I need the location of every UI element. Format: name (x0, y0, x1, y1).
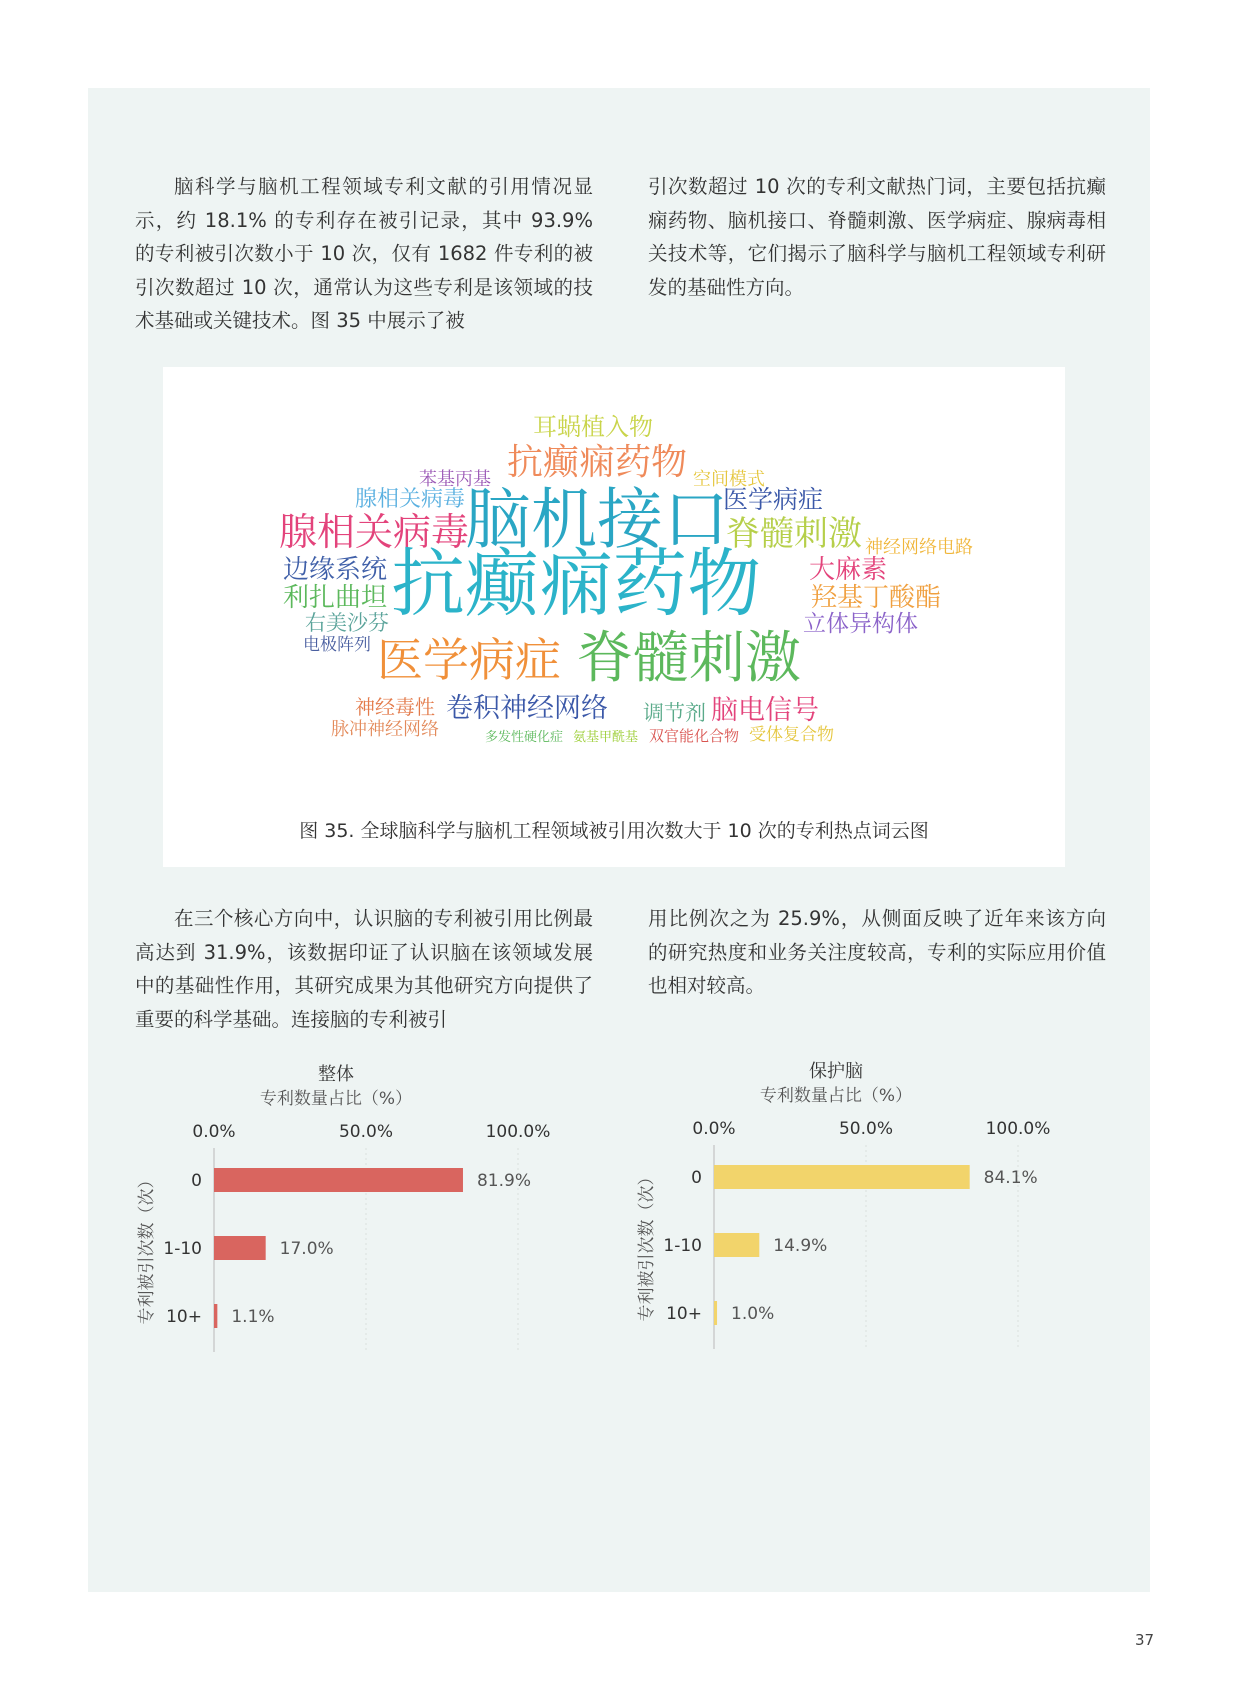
bar-value-label: 1.1% (231, 1307, 275, 1327)
paragraph-1-left: 脑科学与脑机工程领域专利文献的引用情况显示，约 18.1% 的专利存在被引记录，其中 93.9% 的专利被引次数小于 10 次，仅有 1682 件专利的被引次数超过 10 次，通常认为这些专利是该领域的技术基础或关键技术。图 35 中展示了被 (135, 175, 593, 332)
cloud-word: 脑机接口 (465, 481, 729, 558)
cloud-word: 多发性硬化症 (485, 730, 564, 745)
bars (663, 1165, 1037, 1325)
bar-value-label: 17.0% (279, 1239, 334, 1259)
bar-value-label: 1.0% (731, 1304, 775, 1324)
y-tick-label: 0 (191, 1171, 202, 1191)
paragraph-2-right: 用比例次之为 25.9%，从侧面反映了近年来该方向的研究热度和业务关注度较高，专利的实际应用价值也相对较高。 (648, 907, 1106, 997)
x-axis-label: 专利数量占比（%） (259, 1089, 413, 1109)
chart-title: 保护脑 (809, 1061, 863, 1082)
bar-value-label: 14.9% (773, 1236, 828, 1256)
wordcloud-figure (163, 367, 1065, 867)
cloud-word: 受体复合物 (749, 725, 834, 745)
cloud-word: 卷积神经网络 (446, 693, 608, 724)
x-axis-label: 专利数量占比（%） (759, 1086, 913, 1106)
cloud-word: 右美沙芬 (305, 611, 389, 635)
chart-title: 整体 (318, 1064, 354, 1085)
cloud-word: 神经网络电路 (865, 537, 973, 558)
y-tick-label: 10+ (666, 1304, 702, 1324)
cloud-word: 脊髓刺激 (726, 514, 862, 554)
cloud-word: 羟基丁酸酯 (811, 583, 942, 613)
y-tick-label: 1-10 (163, 1239, 202, 1259)
cloud-word: 脑电信号 (711, 695, 819, 726)
y-tick-label: 1-10 (663, 1236, 702, 1256)
cloud-word: 氨基甲酰基 (573, 730, 639, 745)
page-number: 37 (1135, 1631, 1155, 1649)
y-axis-label: 专利被引次数（次） (137, 1171, 157, 1325)
cloud-word: 医学病症 (377, 633, 561, 687)
bar-chart-overall (130, 1062, 600, 1362)
x-tick-label: 50.0% (838, 1119, 894, 1139)
x-tick-label: 0.0% (692, 1119, 736, 1139)
y-tick-label: 10+ (166, 1307, 202, 1327)
wordcloud (163, 367, 1065, 787)
y-axis-label: 专利被引次数（次） (637, 1168, 657, 1322)
x-tick-label: 100.0% (985, 1119, 1051, 1139)
cloud-word: 脊髓刺激 (577, 626, 801, 691)
cloud-word: 电极阵列 (303, 635, 371, 655)
cloud-word: 大麻素 (809, 555, 888, 585)
cloud-word: 腺相关病毒 (355, 487, 466, 512)
x-tick-label: 100.0% (485, 1122, 551, 1142)
bar (214, 1168, 463, 1192)
cloud-word: 利扎曲坦 (283, 583, 388, 613)
cloud-word: 抗癫痫药物 (391, 541, 761, 627)
cloud-word: 苯基丙基 (419, 469, 491, 490)
cloud-word: 空间模式 (693, 469, 765, 490)
figure-caption: 图 35. 全球脑科学与脑机工程领域被引用次数大于 10 次的专利热点词云图 (299, 820, 929, 842)
cloud-word: 调节剂 (643, 701, 706, 725)
cloud-word: 脉冲神经网络 (331, 719, 439, 740)
bar (214, 1236, 266, 1260)
paragraph-2-left: 在三个核心方向中，认识脑的专利被引用比例最高达到 31.9%，该数据印证了认识脑在该领域发展中的基础性作用，其研究成果为其他研究方向提供了重要的科学基础。连接脑的专利被引 (135, 907, 593, 1031)
bar (714, 1165, 970, 1189)
cloud-word: 边缘系统 (283, 555, 388, 585)
x-tick-label: 50.0% (338, 1122, 394, 1142)
chart-svg (130, 1062, 600, 1362)
chart-svg (630, 1059, 1100, 1359)
bar (714, 1301, 717, 1325)
cloud-word: 耳蜗植入物 (533, 413, 653, 441)
bar-value-label: 84.1% (983, 1168, 1038, 1188)
bar-chart-protect-brain (630, 1059, 1100, 1359)
paragraph-1-right: 引次数超过 10 次的专利文献热门词，主要包括抗癫痫药物、脑机接口、脊髓刺激、医学病症、腺病毒相关技术等，它们揭示了脑科学与脑机工程领域专利研发的基础性方向。 (648, 175, 1106, 299)
cloud-word: 双官能化合物 (649, 727, 740, 745)
bar-value-label: 81.9% (476, 1171, 531, 1191)
cloud-word: 医学病症 (723, 485, 824, 514)
bars (163, 1168, 531, 1328)
cloud-word: 神经毒性 (355, 695, 435, 719)
cloud-word: 立体异构体 (803, 611, 918, 637)
bar (214, 1304, 217, 1328)
y-tick-label: 0 (691, 1168, 702, 1188)
cloud-word: 腺相关病毒 (279, 510, 470, 554)
x-tick-label: 0.0% (192, 1122, 236, 1142)
cloud-word: 抗癫痫药物 (507, 442, 688, 483)
bar (714, 1233, 759, 1257)
